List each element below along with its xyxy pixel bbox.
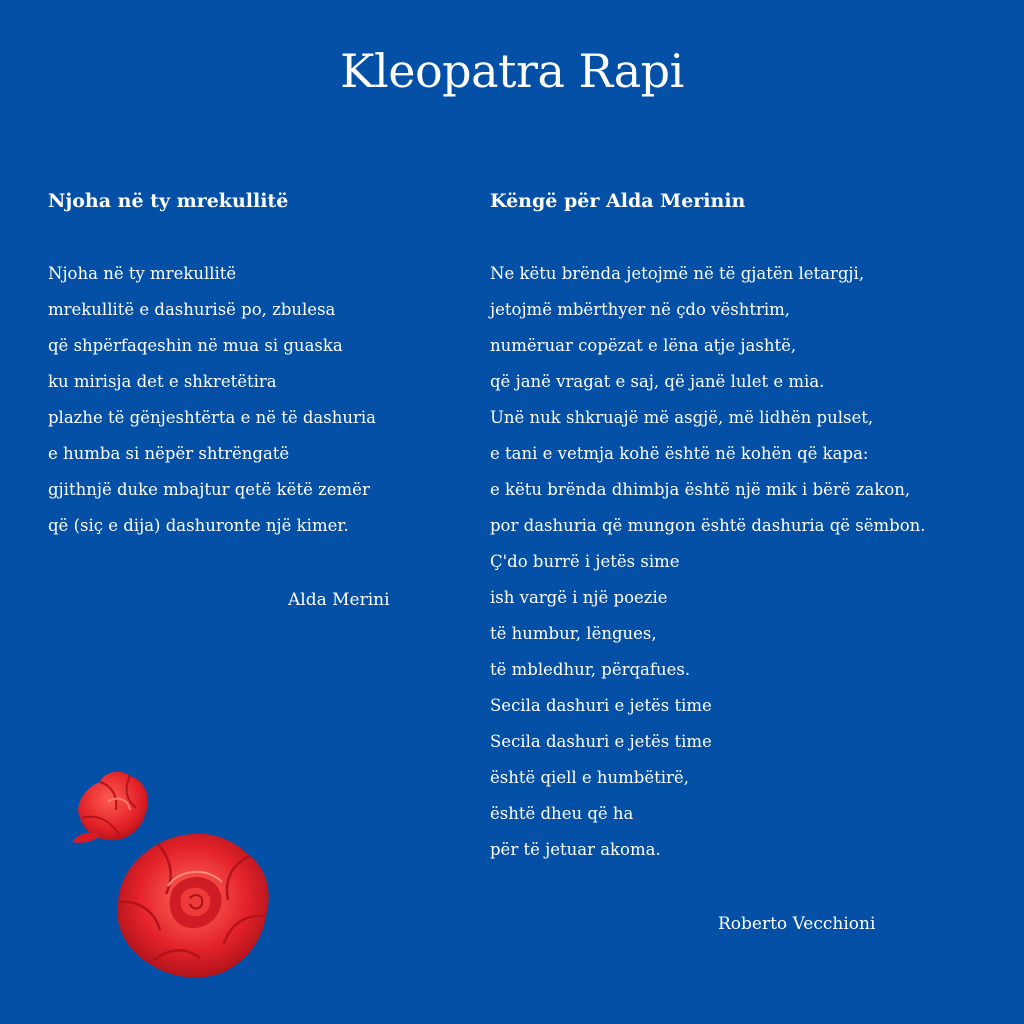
poem-line: që shpërfaqeshin në mua si guaska: [48, 336, 343, 355]
poem-line: ku mirisja det e shkretëtira: [48, 372, 277, 391]
poem-line: plazhe të gënjeshtërta e në të dashuria: [48, 408, 376, 427]
poem-line: që janë vragat e saj, që janë lulet e mia.: [490, 372, 825, 391]
poem-line: Secila dashuri e jetës time: [490, 696, 712, 715]
poem-left-title: Njoha në ty mrekullitë: [48, 190, 289, 212]
poem-line: Secila dashuri e jetës time: [490, 732, 712, 751]
poem-line: Njoha në ty mrekullitë: [48, 264, 237, 283]
poem-right-title: Këngë për Alda Merinin: [490, 190, 746, 212]
poem-line: gjithnjë duke mbajtur qetë këtë zemër: [48, 480, 370, 499]
poem-line: jetojmë mbërthyer në çdo vështrim,: [490, 300, 791, 319]
poem-line: të humbur, lëngues,: [490, 624, 657, 643]
poem-line: mrekullitë e dashurisë po, zbulesa: [48, 300, 336, 319]
poem-line: për të jetuar akoma.: [490, 840, 661, 859]
poem-left-lines: [48, 262, 376, 550]
poem-right-author: Roberto Vecchioni: [718, 914, 876, 934]
poem-line: numëruar copëzat e lëna atje jashtë,: [490, 336, 797, 355]
poem-right-lines: [490, 262, 926, 874]
poem-line: Ç'do burrë i jetës sime: [490, 552, 680, 571]
poem-line: e tani e vetmja kohë është në kohën që kapa:: [490, 444, 869, 463]
poem-line: por dashuria që mungon është dashuria që sëmbon.: [490, 516, 926, 535]
page-title: Kleopatra Rapi: [340, 44, 684, 98]
poem-line: Unë nuk shkruajë më asgjë, më lidhën pulset,: [490, 408, 874, 427]
poem-left-author: Alda Merini: [288, 590, 390, 610]
large-rose-icon: [112, 830, 272, 980]
poem-line: e humba si nëpër shtrëngatë: [48, 444, 290, 463]
poem-line: është qiell e humbëtirë,: [490, 768, 689, 787]
poem-line: ish vargë i një poezie: [490, 588, 668, 607]
poem-line: e këtu brënda dhimbja është një mik i bërë zakon,: [490, 480, 911, 499]
poem-line: Ne këtu brënda jetojmë në të gjatën letargji,: [490, 264, 865, 283]
poem-line: që (siç e dija) dashuronte një kimer.: [48, 516, 349, 535]
poem-line: të mbledhur, përqafues.: [490, 660, 691, 679]
poem-line: është dheu që ha: [490, 804, 634, 823]
